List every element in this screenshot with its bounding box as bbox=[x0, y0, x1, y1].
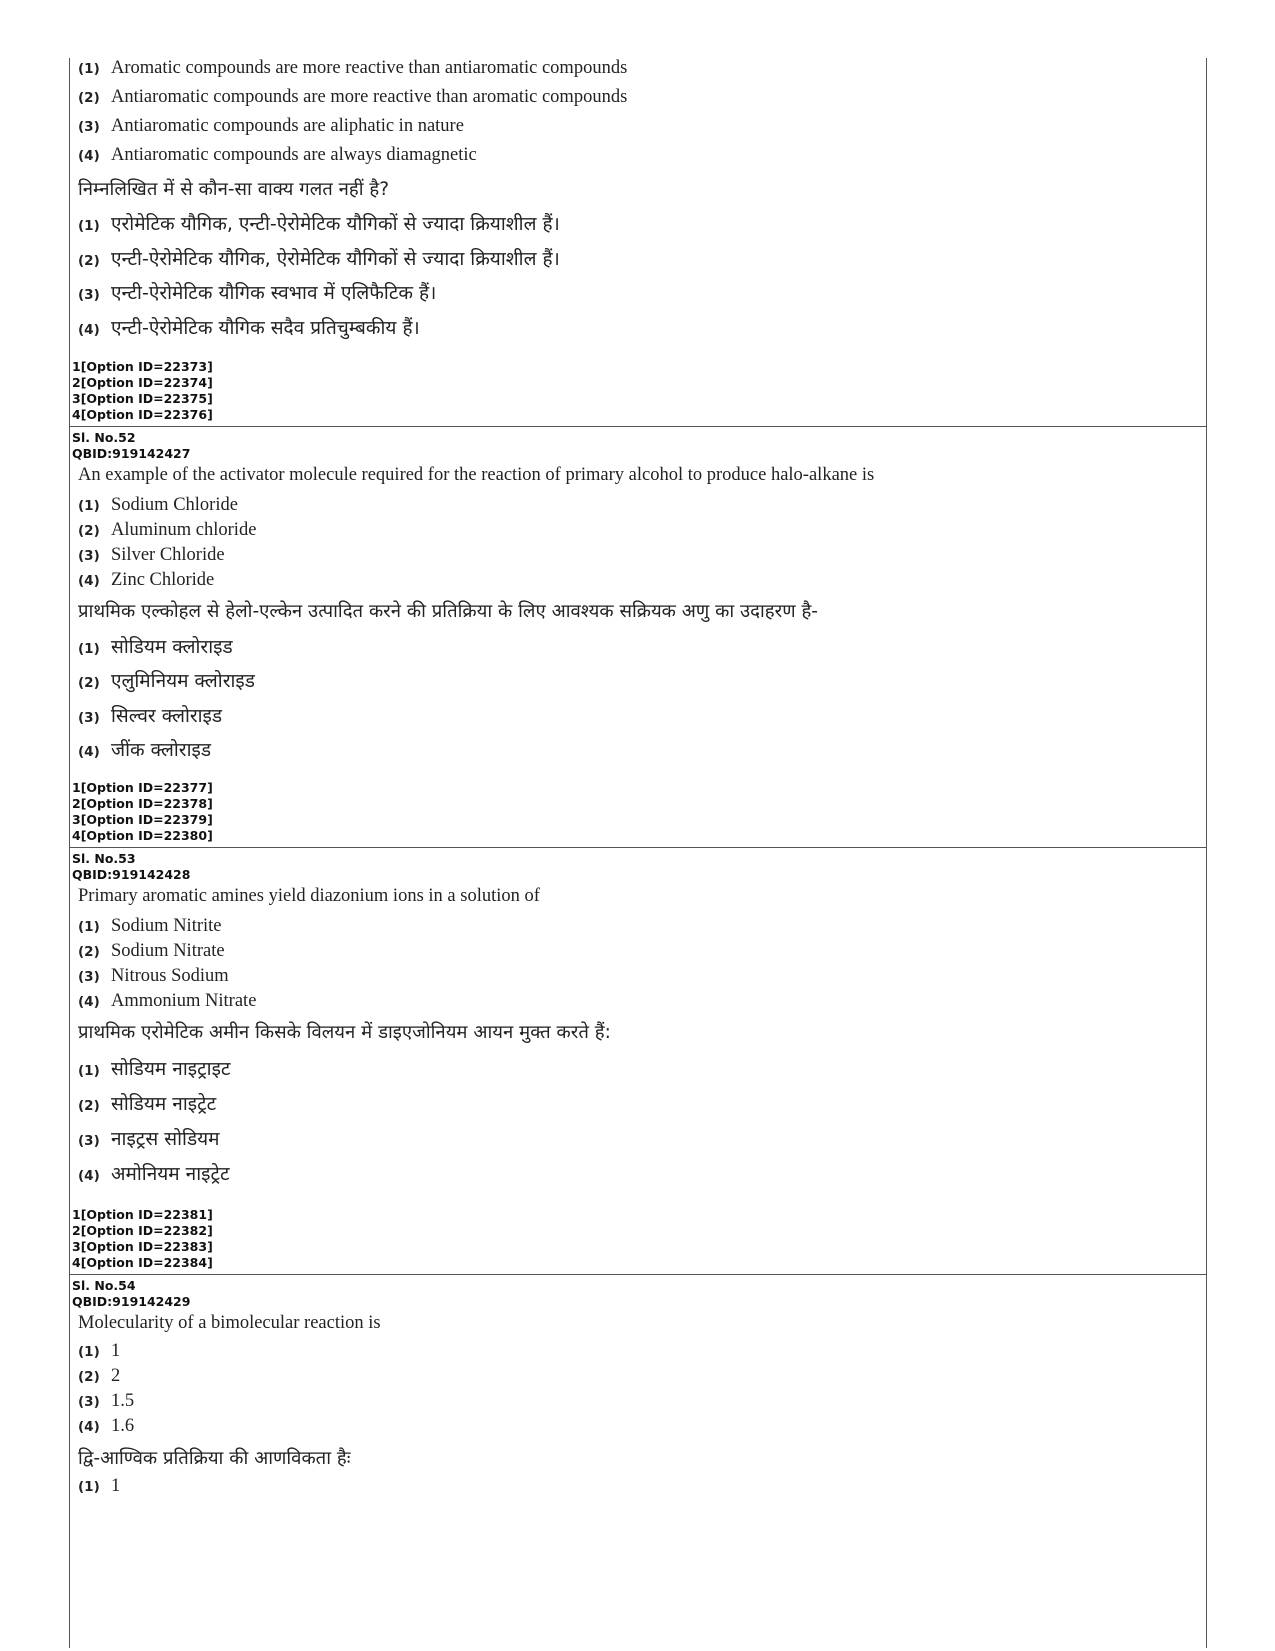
option-hi-4: (4) एन्टी-ऐरोमेटिक यौगिक सदैव प्रतिचुम्बकीय हैं। bbox=[78, 317, 420, 339]
option-hi-2: (2) सोडियम नाइट्रेट bbox=[78, 1093, 217, 1115]
option-id-4: 4[Option ID=22384] bbox=[72, 1255, 213, 1270]
option-hi-2: (2) एलुमिनियम क्लोराइड bbox=[78, 670, 255, 692]
option-hi-3: (3) नाइट्रस सोडियम bbox=[78, 1128, 220, 1150]
option-en-4: (4) Ammonium Nitrate bbox=[78, 991, 257, 1011]
option-id-3: 3[Option ID=22383] bbox=[72, 1239, 213, 1254]
question-text-hindi: प्राथमिक एरोमेटिक अमीन किसके विलयन में डाइएजोनियम आयन मुक्त करते हैं: bbox=[78, 1022, 611, 1043]
option-id-list bbox=[72, 359, 213, 423]
option-en-1: (1) Sodium Chloride bbox=[78, 495, 238, 515]
option-en-3: (3) Nitrous Sodium bbox=[78, 966, 229, 986]
option-en-4: (4) Zinc Chloride bbox=[78, 570, 215, 590]
option-id-2: 2[Option ID=22382] bbox=[72, 1223, 213, 1238]
serial-number: Sl. No.53 bbox=[72, 851, 136, 866]
question-text-hindi: द्वि-आण्विक प्रतिक्रिया की आणविकता हैः bbox=[78, 1448, 351, 1469]
question-text-english: Molecularity of a bimolecular reaction is bbox=[78, 1313, 381, 1333]
option-en-3: (3) Silver Chloride bbox=[78, 545, 225, 565]
option-en-1: (1) 1 bbox=[78, 1341, 121, 1361]
question-text-hindi: प्राथमिक एल्कोहल से हेलो-एल्केन उत्पादित करने की प्रतिक्रिया के लिए आवश्यक सक्रियक अणु का उदाहरण है- bbox=[78, 601, 818, 622]
question-text-hindi: निम्नलिखित में से कौन-सा वाक्य गलत नहीं है? bbox=[78, 179, 390, 200]
option-hi-4: (4) अमोनियम नाइट्रेट bbox=[78, 1163, 230, 1185]
option-en-2: (2) 2 bbox=[78, 1366, 121, 1386]
option-hi-4: (4) जींक क्लोराइड bbox=[78, 739, 211, 761]
serial-number: Sl. No.52 bbox=[72, 430, 136, 445]
option-id-2: 2[Option ID=22378] bbox=[72, 796, 213, 811]
option-en-2: (2) Sodium Nitrate bbox=[78, 941, 225, 961]
question-bank-id: QBID:919142427 bbox=[72, 446, 191, 461]
option-id-2: 2[Option ID=22374] bbox=[72, 375, 213, 390]
question-header bbox=[72, 851, 190, 883]
option-id-1: 1[Option ID=22373] bbox=[72, 359, 213, 374]
option-id-4: 4[Option ID=22380] bbox=[72, 828, 213, 843]
option-id-1: 1[Option ID=22377] bbox=[72, 780, 213, 795]
option-en-3: (3) Antiaromatic compounds are aliphatic in nature bbox=[78, 116, 464, 136]
question-text-english: An example of the activator molecule required for the reaction of primary alcohol to produce halo-alkane is bbox=[78, 465, 875, 485]
option-id-list bbox=[72, 1207, 213, 1271]
option-id-4: 4[Option ID=22376] bbox=[72, 407, 213, 422]
option-en-1: (1) Sodium Nitrite bbox=[78, 916, 222, 936]
divider bbox=[70, 1274, 1206, 1275]
option-id-3: 3[Option ID=22375] bbox=[72, 391, 213, 406]
option-hi-2: (2) एन्टी-ऐरोमेटिक यौगिक, ऐरोमेटिक यौगिकों से ज्यादा क्रियाशील हैं। bbox=[78, 248, 560, 270]
option-id-1: 1[Option ID=22381] bbox=[72, 1207, 213, 1222]
option-hi-1: (1) 1 bbox=[78, 1476, 121, 1496]
question-bank-id: QBID:919142429 bbox=[72, 1294, 191, 1309]
option-hi-1: (1) एरोमेटिक यौगिक, एन्टी-ऐरोमेटिक यौगिकों से ज्यादा क्रियाशील हैं। bbox=[78, 213, 560, 235]
option-en-1: (1) Aromatic compounds are more reactive than antiaromatic compounds bbox=[78, 58, 628, 78]
question-paper-page bbox=[69, 58, 1207, 1648]
option-hi-3: (3) एन्टी-ऐरोमेटिक यौगिक स्वभाव में एलिफैटिक हैं। bbox=[78, 282, 437, 304]
option-en-3: (3) 1.5 bbox=[78, 1391, 135, 1411]
divider bbox=[70, 847, 1206, 848]
option-hi-1: (1) सोडियम क्लोराइड bbox=[78, 636, 233, 658]
question-header bbox=[72, 1278, 190, 1310]
option-en-2: (2) Aluminum chloride bbox=[78, 520, 257, 540]
option-id-3: 3[Option ID=22379] bbox=[72, 812, 213, 827]
question-header bbox=[72, 430, 190, 462]
serial-number: Sl. No.54 bbox=[72, 1278, 136, 1293]
option-id-list bbox=[72, 780, 213, 844]
question-bank-id: QBID:919142428 bbox=[72, 867, 191, 882]
option-hi-3: (3) सिल्वर क्लोराइड bbox=[78, 705, 223, 727]
option-hi-1: (1) सोडियम नाइट्राइट bbox=[78, 1058, 231, 1080]
option-en-4: (4) 1.6 bbox=[78, 1416, 135, 1436]
option-en-2: (2) Antiaromatic compounds are more reactive than aromatic compounds bbox=[78, 87, 628, 107]
divider bbox=[70, 426, 1206, 427]
option-en-4: (4) Antiaromatic compounds are always diamagnetic bbox=[78, 145, 477, 165]
question-text-english: Primary aromatic amines yield diazonium ions in a solution of bbox=[78, 886, 540, 906]
